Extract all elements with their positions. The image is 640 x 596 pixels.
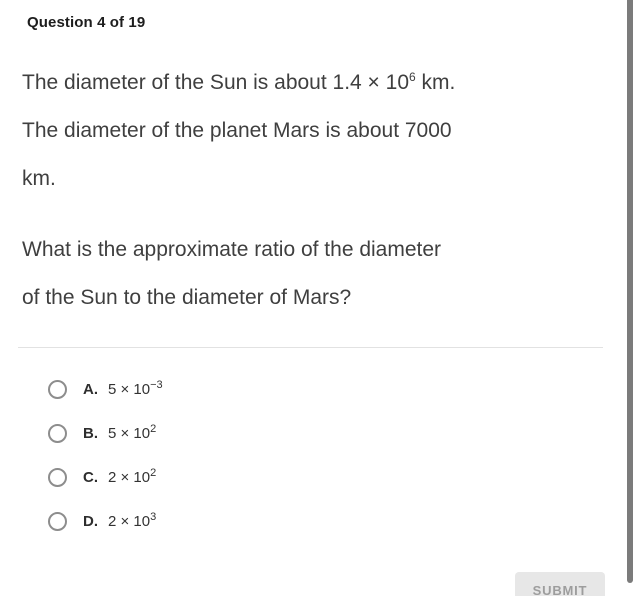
option-value	[108, 510, 157, 530]
submit-button[interactable]: SUBMIT	[515, 572, 605, 596]
option-letter: D.	[83, 512, 98, 530]
option-value-base: 2 × 10	[108, 512, 151, 530]
radio-button-a[interactable]	[48, 380, 67, 399]
answer-options	[0, 367, 640, 543]
question-text	[0, 59, 640, 322]
exponent-superscript: 2	[150, 422, 157, 435]
option-value-base: 5 × 10	[108, 380, 151, 398]
exponent-superscript: 6	[409, 70, 416, 84]
vertical-scrollbar[interactable]	[627, 0, 633, 583]
answer-option-c[interactable]	[0, 455, 640, 499]
option-value	[108, 466, 157, 486]
question-progress-label: Question 4 of 19	[27, 14, 146, 31]
option-letter: C.	[83, 468, 98, 486]
question-line: km.	[22, 167, 56, 190]
exponent-superscript: 3	[150, 510, 157, 523]
question-line: The diameter of the planet Mars is about 7000	[22, 119, 452, 142]
section-divider	[18, 347, 603, 348]
question-line-text: The diameter of the Sun is about 1.4 × 10	[22, 71, 410, 94]
answer-option-b[interactable]	[0, 411, 640, 455]
question-line-text: km.	[415, 71, 456, 94]
answer-option-d[interactable]	[0, 499, 640, 543]
question-statement	[22, 59, 600, 203]
exponent-superscript: 2	[150, 466, 157, 479]
question-line	[22, 59, 600, 107]
radio-button-b[interactable]	[48, 424, 67, 443]
exponent-superscript: −3	[150, 378, 163, 391]
option-value-base: 5 × 10	[108, 424, 151, 442]
option-letter: A.	[83, 380, 98, 398]
question-prompt	[22, 226, 600, 322]
option-value-base: 2 × 10	[108, 468, 151, 486]
question-line: What is the approximate ratio of the diameter	[22, 238, 442, 261]
answer-option-a[interactable]	[0, 367, 640, 411]
radio-button-c[interactable]	[48, 468, 67, 487]
option-letter: B.	[83, 424, 98, 442]
question-line: of the Sun to the diameter of Mars?	[22, 286, 352, 309]
radio-button-d[interactable]	[48, 512, 67, 531]
option-value	[108, 378, 163, 398]
option-value	[108, 422, 157, 442]
